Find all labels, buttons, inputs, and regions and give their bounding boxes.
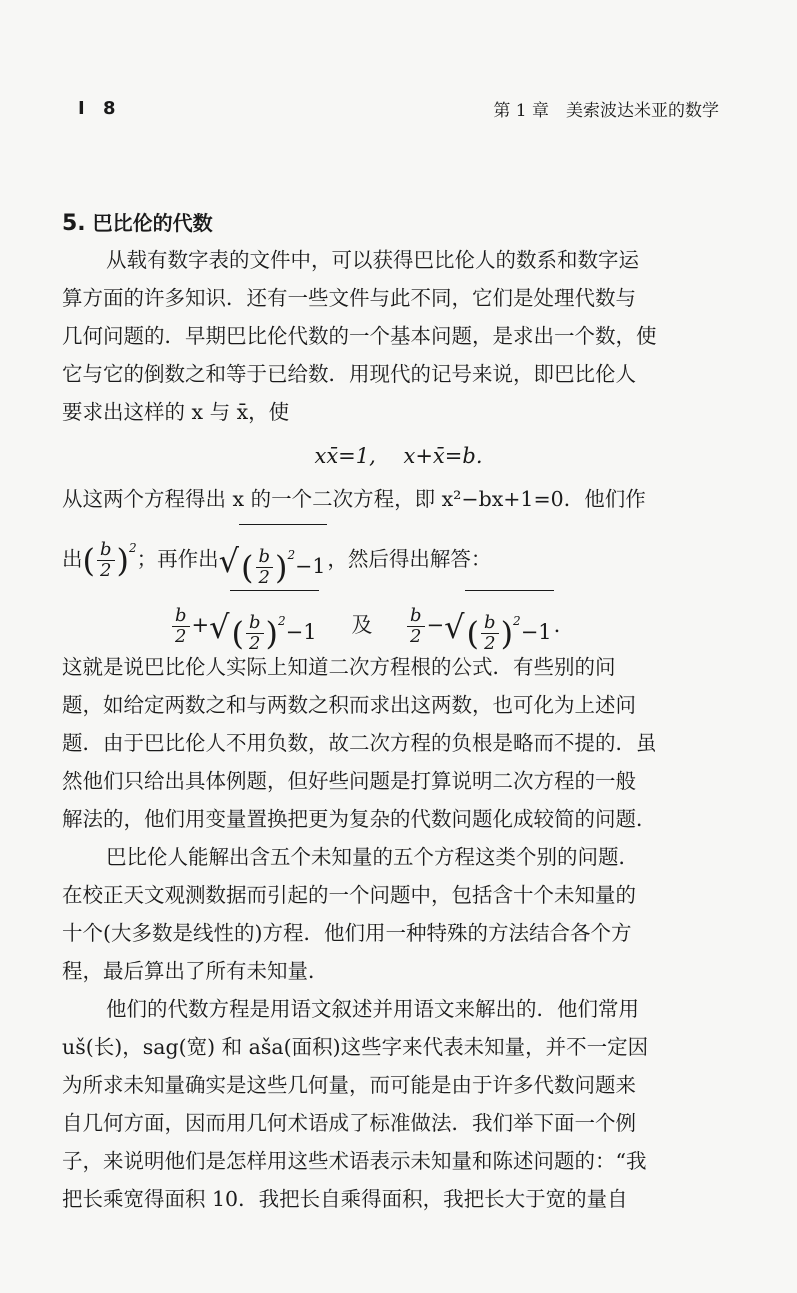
fraction-denominator: 2 (100, 560, 112, 581)
text-line: 为所求未知量确实是这些几何量，而可能是由于许多代数问题来 (62, 1073, 636, 1097)
text-line: 题．由于巴比伦人不用负数，故二次方程的负根是略而不提的．虽 (62, 731, 657, 755)
solution-plus: $\frac{b}{2}$ +√( $\frac{b}{2}$ )$^2$−1 (170, 613, 319, 637)
text-line: 自几何方面，因而用几何术语成了标准做法．我们举下面一个例 (62, 1111, 636, 1135)
text-line: 然他们只给出具体例题，但好些问题是打算说明二次方程的一般 (62, 769, 636, 793)
fraction-denominator: 2 (258, 566, 270, 588)
text-line: 子，来说明他们是怎样用这些术语表示未知量和陈述问题的：“我 (62, 1149, 647, 1173)
minus-one: −1 (520, 620, 552, 644)
page-header (78, 95, 719, 121)
text-line-with-math (62, 518, 728, 597)
text-line: 在校正天文观测数据而引起的一个问题中，包括含十个未知量的 (62, 883, 636, 907)
text-line: 几何问题的．早期巴比伦代数的一个基本问题，是求出一个数，使 (62, 324, 657, 348)
half-b-squared: ( $\frac{b}{2}$ )$^2$ (82, 539, 137, 581)
text-line: 程，最后算出了所有未知量． (62, 959, 329, 983)
text-fragment: 出 (62, 547, 83, 571)
plus-sign: + (191, 613, 210, 638)
solution-minus: $\frac{b}{2}$ −√( $\frac{b}{2}$ )$^2$−1. (405, 613, 560, 637)
minus-one: −1 (285, 620, 317, 644)
minus-sign: − (426, 613, 445, 638)
fraction-numerator: b (172, 606, 190, 627)
fraction-numerator: b (407, 606, 425, 627)
text-line: 它与它的倒数之和等于已给数．用现代的记号来说，即巴比伦人 (62, 362, 636, 386)
text-line: 算方面的许多知识．还有一些文件与此不同，它们是处理代数与 (62, 286, 636, 310)
fraction-numerator: b (246, 613, 264, 634)
fraction-denominator: 2 (249, 633, 261, 654)
text-line: 巴比伦人能解出含五个未知量的五个方程这类个别的问题． (106, 845, 639, 869)
text-line: 要求出这样的 x 与 x̄，使 (62, 400, 290, 424)
fraction-denominator: 2 (484, 633, 496, 654)
paragraph-2 (62, 648, 728, 1218)
fraction-denominator: 2 (175, 626, 187, 648)
exponent: 2 (129, 541, 137, 555)
text-fragment: ；再作出 (136, 547, 219, 571)
equation-reciprocal: xx̄=1, x+x̄=b. (314, 444, 483, 468)
text-line: 从载有数字表的文件中，可以获得巴比伦人的数系和数字运 (106, 248, 639, 272)
exponent: 2 (287, 547, 296, 562)
text-line: 他们的代数方程是用语文叙述并用语文来解出的．他们常用 (106, 997, 639, 1021)
fraction-numerator: b (481, 613, 499, 634)
exponent: 2 (278, 614, 286, 628)
text-line: 把长乘宽得面积 10．我把长自乘得面积，我把长大于宽的量自 (62, 1187, 628, 1211)
minus-one: −1 (295, 553, 326, 578)
square-root-expression: √( $\frac{b}{2}$ )$^2$−1 (219, 524, 328, 598)
paragraph-quadratic (62, 480, 728, 597)
paragraph-1 (62, 241, 728, 431)
text-line: 题，如给定两数之和与两数之积而求出这两数，也可化为上述问 (62, 693, 636, 717)
text-fragment: ，然后得出解答： (327, 547, 492, 571)
page-number: I 8 (78, 97, 122, 119)
section-number: 5. (62, 211, 86, 236)
fraction-denominator: 2 (410, 626, 422, 648)
equation-solutions (170, 590, 670, 654)
fraction-numerator: b (256, 547, 274, 568)
text-line: 这就是说巴比伦人实际上知道二次方程根的公式．有些别的问 (62, 655, 616, 679)
section-heading (62, 207, 213, 236)
period: . (553, 613, 561, 638)
running-title: 第 1 章 美索波达米亚的数学 (493, 100, 719, 121)
exponent: 2 (513, 614, 521, 628)
text-line: 解法的，他们用变量置换把更为复杂的代数问题化成较简的问题． (62, 807, 657, 831)
conjunction: 及 (351, 613, 373, 638)
text-line: 十个(大多数是线性的)方程．他们用一种特殊的方法结合各个方 (62, 921, 632, 945)
section-title: 巴比伦的代数 (92, 211, 213, 235)
text-line: uš(长)，sag(宽) 和 ašа(面积)这些字来代表未知量，并不一定因 (62, 1035, 649, 1059)
text-line: 从这两个方程得出 x 的一个二次方程，即 x²−bx+1=0．他们作 (62, 487, 646, 511)
fraction-numerator: b (97, 540, 115, 561)
